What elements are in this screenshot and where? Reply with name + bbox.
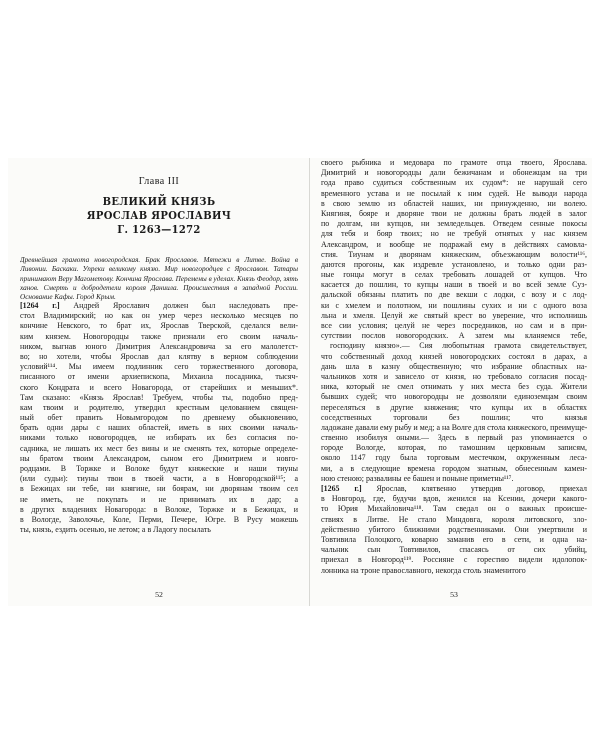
text-line	[20, 525, 298, 535]
page-number: 53	[450, 590, 458, 599]
text-line	[321, 443, 587, 453]
text-line	[321, 158, 587, 168]
line-text: Там сказано: «Князь Ярослав! Требуем, чтобы ты, подобно пред-	[20, 392, 298, 402]
line-text: ского Кондрата и всего Новагорода, от старейших и меньших*.	[20, 382, 298, 392]
text-line	[321, 413, 587, 423]
line-text: дальской обязаны платить по две векши с лодки, с возу и с лод-	[321, 290, 587, 300]
text-line	[20, 362, 298, 372]
text-line	[321, 229, 587, 239]
text-line	[321, 352, 587, 362]
line-text: чальник сын Товтивилов, спасаясь от сих убийц,	[321, 545, 587, 555]
text-line	[321, 423, 587, 433]
line-text: даются прогоны, как издревле установлено, и только одни раз-	[321, 259, 587, 269]
text-line	[20, 352, 298, 362]
line-text: садника, не лишать их мест без вины и не сменять тех, которые определе-	[20, 443, 298, 453]
text-line	[20, 413, 298, 423]
book-spread	[8, 158, 592, 606]
line-text: лонника на троне православного, некогда столь знаменитого	[321, 565, 526, 575]
text-line	[321, 290, 587, 300]
book-gutter	[309, 158, 310, 606]
text-line	[321, 484, 587, 494]
text-line	[321, 331, 587, 341]
text-line	[321, 433, 587, 443]
text-line	[20, 515, 298, 525]
line-text: стол Владимирский; но как он умер через несколько месяцев по	[20, 311, 298, 321]
chapter-title-line: ВЕЛИКИЙ КНЯЗЬ	[102, 194, 216, 208]
line-text: в других владениях Новагорода: в Волоке, Торжке и в Бежицах, и	[20, 504, 298, 514]
text-line	[20, 372, 298, 382]
text-line	[20, 383, 298, 393]
text-line	[321, 535, 587, 545]
text-line	[321, 209, 587, 219]
line-text: ки с хмелем и полотном, ни пошлины сухих и ни с одного воза	[321, 300, 587, 310]
text-line	[321, 525, 587, 535]
text-line	[321, 515, 587, 525]
text-line	[321, 168, 587, 178]
chapter-title	[39, 194, 278, 236]
text-line	[20, 311, 298, 321]
text-line	[321, 301, 587, 311]
line-text: господину князю».— Сия любопытная грамота свидетельствует,	[330, 341, 587, 351]
text-line	[20, 403, 298, 413]
right-page	[321, 158, 587, 606]
text-line	[20, 423, 298, 433]
text-line	[321, 392, 587, 402]
line-text: родцами. В Торжке и Волоке будут княжеские и наши тиуны	[20, 464, 298, 473]
line-text: для тебя и бояр твоих; но не требуй отнятых у нас князем	[321, 229, 587, 239]
line-text: кам твоим и родителю, утвердил крестным целованием священ-	[20, 402, 298, 412]
left-page	[20, 158, 298, 606]
text-line	[321, 382, 587, 392]
line-text: городе Вологде, которая, по тамошним церковным записям,	[321, 443, 587, 453]
line-text: ны братом твоим Александром, сыном его Димитрием и новго-	[20, 453, 298, 463]
text-line	[321, 362, 587, 372]
page-number: 52	[155, 590, 163, 599]
line-text: Ярослав, клятвенно утвердив договор, приехал	[361, 484, 587, 493]
line-text: Княгиня, бояре и дворяне твои не должны брать людей в залог	[321, 208, 587, 218]
text-line	[321, 321, 587, 331]
line-text: сутствии послов новогородских. А затем мы кланяемся тебе,	[321, 331, 587, 341]
text-line	[321, 372, 587, 382]
line-text: в Бежицах ни тебе, ни княгине, ни боярам, ни дворянам твоим сел	[20, 484, 298, 494]
line-text: никами только новогородцев, не избирать их без согласия по-	[20, 433, 298, 443]
text-line	[20, 474, 298, 484]
text-line	[321, 311, 587, 321]
right-body-text	[321, 158, 587, 576]
year-marker: [1265 г.]	[321, 484, 362, 493]
text-line	[20, 342, 298, 352]
line-text: кончине Невского, то брат их, Ярослав Тверской, сделался вели-	[20, 321, 298, 331]
line-text: писанного от имени архиепископа, Михаила посадника, тысяч-	[20, 372, 298, 382]
line-text: года право судиться собственным их судом*: не нарушай сего	[321, 178, 587, 188]
text-line	[321, 494, 587, 504]
line-text: бывших судей; что новогородцы не дозволяли единоземцам своим	[321, 392, 587, 402]
text-line	[321, 260, 587, 270]
line-text: условий¹¹⁴. Мы имеем подлинник сего торжественного договора,	[20, 362, 298, 372]
text-line	[321, 270, 587, 280]
line-text: в Новгород, где, будучи вдов, женился на Ксении, дочери какого-	[321, 494, 587, 504]
text-line	[20, 444, 298, 454]
line-text: переселяться в другие княжения; что купцы их в областях	[321, 402, 587, 412]
text-line	[20, 393, 298, 403]
line-text: временного устава и не посылай к ним судей. Не выводи народа	[321, 188, 587, 198]
text-line	[321, 240, 587, 250]
line-text: то Юрия Михайловича¹¹⁸. Там сведал он о важных происше-	[321, 504, 587, 514]
left-body-text	[20, 301, 298, 535]
line-text: ника, который не смел отнимать у них места без суда. Жители	[321, 382, 587, 392]
text-line	[321, 250, 587, 260]
text-line	[321, 464, 587, 474]
line-text: все сии условия; целуй не через посредников, но сам и в при-	[321, 321, 587, 330]
text-line	[20, 332, 298, 342]
chapter-label: Глава III	[138, 176, 180, 187]
text-line	[321, 199, 587, 209]
text-line	[321, 189, 587, 199]
text-line	[20, 464, 298, 474]
line-text: Александром, и вообще не подражай ему в действиях самовла-	[321, 239, 587, 249]
line-text: во; но хотели, чтобы Ярослав дал клятву в верном соблюдении	[20, 351, 298, 361]
text-line	[321, 504, 587, 514]
line-text: что собственный доход князей новогородских состоял в дарах, а	[321, 351, 587, 361]
line-text: ким князем. Новогородцы также признали его своим началь-	[20, 331, 298, 341]
text-line	[20, 321, 298, 331]
line-text: ладожане давали ему рыбу и мед; а на Волге для стола княжеского, преимуще-	[321, 422, 587, 432]
line-text: ты, князь, ездить осенью, не летом; а в Ладогу посылать	[20, 525, 211, 535]
line-text: ственно изобилуя оными.— Здесь в первый раз упоминается о	[321, 433, 587, 443]
line-text: по долгам, ни купцов, ни земледельцев. Отведем сенные покосы	[321, 219, 587, 229]
line-text: Товтивила Полоцкого, коварно заманив его в сети, и одна на-	[321, 534, 587, 544]
text-line	[20, 301, 298, 311]
text-line	[321, 545, 587, 555]
line-text: в свою землю из областей наших, ни принужденно, ни волею.	[321, 198, 587, 208]
line-text: чальников хотя и зависело от князя, но требовало согласия посад-	[321, 371, 587, 381]
line-text: брать одни дары с наших областей, иметь в них своими началь-	[20, 423, 298, 433]
chapter-title-line: Г. 1263—1272	[117, 222, 201, 236]
text-line	[20, 495, 298, 505]
text-line	[321, 219, 587, 229]
line-text: ствиях в Литве. Не стало Миндовга, короля литовского, зло-	[321, 514, 587, 524]
line-text: около 1147 году была торговым местечком, окруженным леса-	[321, 453, 587, 463]
line-text: не иметь, не покупать и не принимать их в дар; а	[20, 494, 298, 504]
line-text: стия. Тиунам и дворянам княжеским, объезжающим волости¹¹⁶,	[321, 249, 587, 259]
line-text: (или судьи): тиуны твои в твоей части, а в Новгородской¹¹⁵; а	[20, 474, 298, 484]
text-line	[321, 453, 587, 463]
year-marker: [1264 г.]	[20, 301, 60, 310]
line-text: ною стеною; развалины ее башен и поныне приметны¹¹⁷.	[321, 473, 514, 483]
text-line	[321, 474, 587, 484]
text-line	[321, 555, 587, 565]
text-line	[20, 433, 298, 443]
line-text: дань шла в казну общественную; что избрание областных на-	[321, 361, 587, 371]
line-text: Андрей Ярославич должен был наследовать пре-	[59, 301, 298, 310]
text-line	[321, 178, 587, 188]
line-text: ные гонцы могут в селах требовать лошадей от купцов. Что	[321, 270, 587, 280]
line-text: своего рыбника и медовара по грамоте отца твоего, Ярослава.	[321, 158, 587, 167]
line-text: ми, а в следующие времена городом знатным, обнесенным камен-	[321, 463, 587, 473]
line-text: льна и хмеля. Целуй же святый крест во уверение, что исполнишь	[321, 310, 587, 320]
chapter-summary: Древнейшая грамота новогородская. Брак Ярославов. Мятежи в Литве. Война в Ливонии. Баскаки. Упреки великому князю. Мир новогородцев с Ярославом. Татары принимают Веру Магометову. Кончина Ярослава. Перемены в уделах. Князь Феодор, зять ханов. Смерть и добродетели короля Даниила. Происшествия в западной России. Основание Кафы. Город Крым.	[20, 256, 298, 302]
line-text: действенно убитого ближними родственниками. Они умертвили и	[321, 524, 587, 534]
line-text: ником, выгнав юного Димитрия Александровича за его малолетст-	[20, 341, 298, 351]
line-text: ный обет править Новымгородом по древнему обыкновению,	[20, 413, 298, 423]
text-line	[321, 341, 587, 351]
text-line	[321, 280, 587, 290]
text-line	[20, 505, 298, 515]
text-line	[20, 484, 298, 494]
text-line	[20, 454, 298, 464]
line-text: в Вологде, Заволочье, Коле, Перми, Печере, Югре. В Русу можешь	[20, 514, 298, 524]
line-text: Димитрий и новогородцы дали бежичанам и обонежцам на три	[321, 168, 587, 178]
line-text: соседственных торговали без пошлин; что князья	[321, 412, 587, 422]
line-text: касается до пошлин, то купцы наши в твоей и во всей земле Суз-	[321, 280, 587, 290]
chapter-title-line: ЯРОСЛАВ ЯРОСЛАВИЧ	[86, 208, 232, 222]
line-text: приехал в Новгород¹¹⁹. Россияне с горестию видели идолопок-	[321, 555, 587, 565]
text-line	[321, 566, 587, 576]
text-line	[321, 403, 587, 413]
